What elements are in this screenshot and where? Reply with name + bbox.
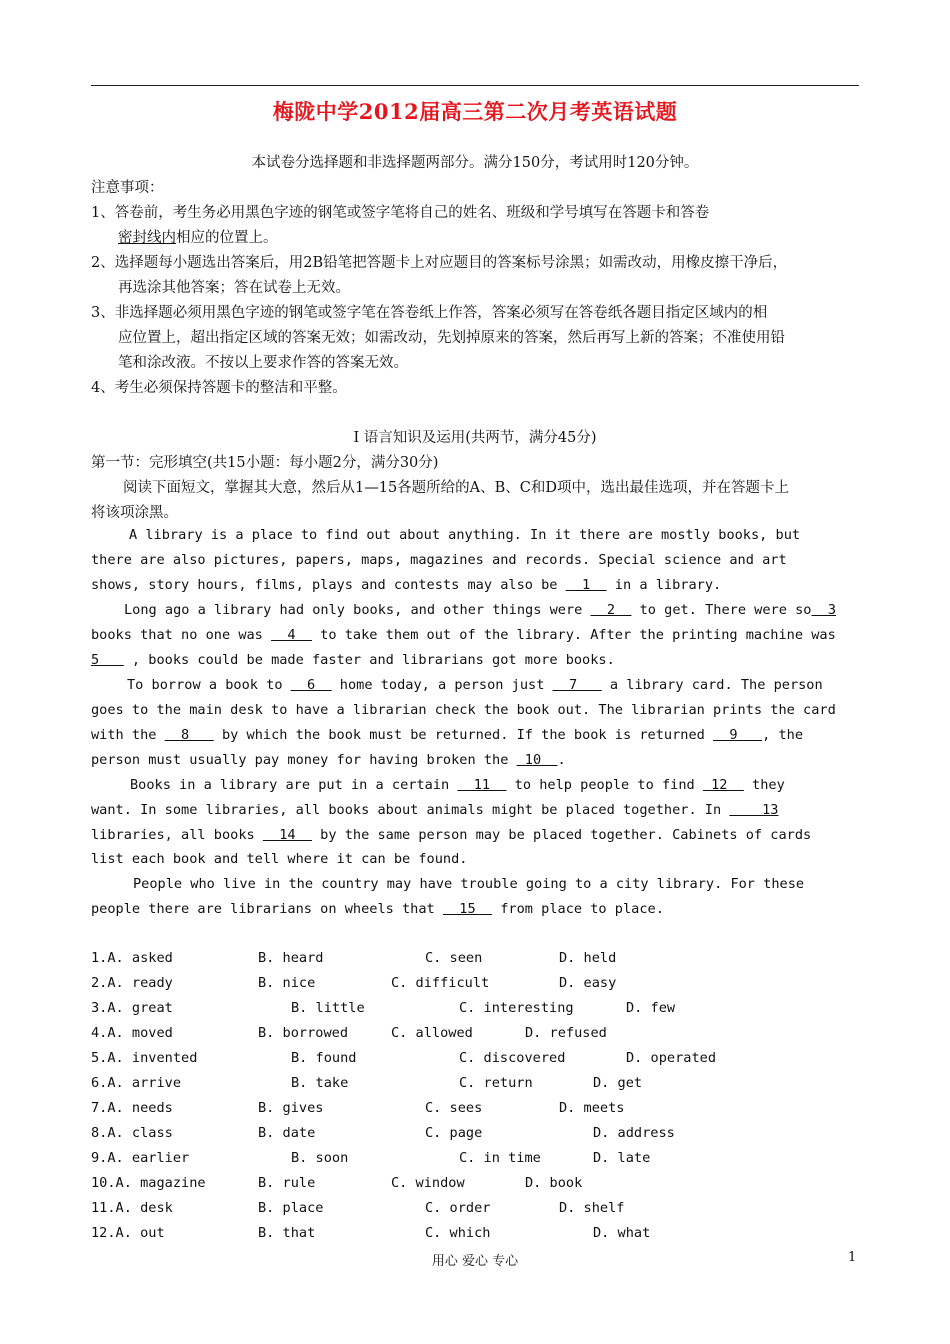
option-1-n: 1.A. asked (91, 950, 173, 966)
part1-title: 第一节：完形填空(共15小题：每小题2分，满分30分) (91, 455, 439, 471)
option-9-d: D. late (593, 1150, 651, 1166)
blank-12: 12 (702, 777, 744, 793)
option-8-c: C. page (425, 1125, 483, 1141)
blank-5: 5 (91, 652, 124, 668)
option-6-n: 6.A. arrive (91, 1075, 182, 1091)
header-rule (91, 85, 859, 86)
option-10-b: B. rule (258, 1175, 316, 1191)
option-8-n: 8.A. class (91, 1125, 173, 1141)
option-1-b: B. heard (258, 950, 324, 966)
blank-4: 4 (271, 627, 312, 643)
blank-15: 15 (442, 901, 493, 917)
text-segment: , the (762, 727, 804, 743)
note-2: 2、选择题每小题选出答案后，用2B铅笔把答题卡上对应题目的答案标号涂黑；如需改动，用橡皮擦干净后， (91, 255, 788, 271)
option-11-b: B. place (258, 1200, 324, 1216)
text-segment: they (743, 777, 785, 793)
text-segment: libraries, all books (91, 827, 263, 843)
text-segment: people there are librarians on wheels that (91, 901, 443, 917)
option-2-n: 2.A. ready (91, 975, 173, 991)
option-9-c: C. in time (459, 1150, 541, 1166)
option-12-c: C. which (425, 1225, 491, 1241)
notes-heading: 注意事项： (91, 180, 164, 196)
note-4: 4、考生必须保持答题卡的整洁和平整。 (91, 380, 347, 396)
option-3-d: D. few (626, 1000, 676, 1016)
passage-line-2: there are also pictures, papers, maps, magazines and records. Special science and art (91, 552, 787, 568)
option-11-n: 11.A. desk (91, 1200, 173, 1216)
option-7-d: D. meets (559, 1100, 625, 1116)
blank-6: 6 (290, 677, 332, 693)
text-segment: by which the book must be returned. If the book is returned (213, 727, 714, 743)
option-3-c: C. interesting (459, 1000, 574, 1016)
exam-intro: 本试卷分选择题和非选择题两部分。满分150分，考试用时120分钟。 (251, 155, 699, 171)
passage-line-15: People who live in the country may have trouble going to a city library. For these (133, 876, 805, 892)
text-segment: to help people to find (506, 777, 703, 793)
text-segment: Long ago a library had only books, and other things were (124, 602, 591, 618)
passage-line-3 (91, 577, 721, 593)
option-12-n: 12.A. out (91, 1225, 165, 1241)
blank-14: 14 (262, 827, 312, 843)
passage-line-14: list each book and tell where it can be found. (91, 851, 468, 867)
option-1-d: D. held (559, 950, 617, 966)
note-1-tail: 相应的位置上。 (176, 230, 278, 246)
text-segment: from place to place. (492, 901, 664, 917)
option-4-b: B. borrowed (258, 1025, 349, 1041)
option-12-b: B. that (258, 1225, 316, 1241)
text-segment: a library card. The person (601, 677, 823, 693)
blank-10: 10 (516, 752, 558, 768)
passage-line-4 (124, 602, 836, 618)
note-3: 3、非选择题必须用黑色字迹的钢笔或签字笔在答卷纸上作答，答案必须写在答卷纸各题目指定区域内的相 (91, 305, 768, 321)
option-8-b: B. date (258, 1125, 316, 1141)
blank-8: 8 (164, 727, 214, 743)
instructions-line-1: 阅读下面短文，掌握其大意，然后从1—15各题所给的A、B、C和D项中，选出最佳选项，并在答题卡上 (123, 480, 790, 496)
section-title: I 语言知识及运用(共两节，满分45分) (353, 430, 597, 446)
option-2-d: D. easy (559, 975, 617, 991)
option-10-d: D. book (525, 1175, 583, 1191)
option-11-d: D. shelf (559, 1200, 625, 1216)
note-3-cont-1: 应位置上，超出指定区域的答案无效；如需改动，先划掉原来的答案，然后再写上新的答案；不准使用铅 (118, 330, 785, 346)
note-1: 1、答卷前，考生务必用黑色字迹的钢笔或签字笔将自己的姓名、班级和学号填写在答题卡和答卷 (91, 205, 710, 221)
page-footer: 用心 爱心 专心 (431, 1254, 519, 1269)
text-segment: person must usually pay money for having broken the (91, 752, 517, 768)
blank-7: 7 (552, 677, 602, 693)
text-segment: to get. There were so (631, 602, 812, 618)
option-3-n: 3.A. great (91, 1000, 173, 1016)
option-1-c: C. seen (425, 950, 483, 966)
option-7-c: C. sees (425, 1100, 483, 1116)
option-5-c: C. discovered (459, 1050, 566, 1066)
note-1-underlined: 密封线内 (118, 230, 176, 246)
option-10-c: C. window (391, 1175, 465, 1191)
option-4-d: D. refused (525, 1025, 607, 1041)
passage-line-7 (127, 677, 823, 693)
passage-line-5 (91, 627, 836, 643)
passage-line-1: A library is a place to find out about anything. In it there are mostly books, but (129, 527, 801, 543)
note-2-cont: 再选涂其他答案；答在试卷上无效。 (118, 280, 350, 296)
text-segment: by the same person may be placed together. Cabinets of cards (311, 827, 812, 843)
option-6-d: D. get (593, 1075, 643, 1091)
passage-line-6 (91, 652, 615, 668)
blank-9: 9 (713, 727, 763, 743)
text-segment: in a library. (606, 577, 722, 593)
option-2-b: B. nice (258, 975, 316, 991)
page-number: 1 (848, 1250, 857, 1265)
text-segment: books that no one was (91, 627, 272, 643)
passage-line-16 (91, 901, 664, 917)
option-10-n: 10.A. magazine (91, 1175, 206, 1191)
option-9-n: 9.A. earlier (91, 1150, 190, 1166)
option-6-b: B. take (291, 1075, 349, 1091)
text-segment: home today, a person just (331, 677, 553, 693)
option-2-c: C. difficult (391, 975, 490, 991)
option-4-n: 4.A. moved (91, 1025, 173, 1041)
option-11-c: C. order (425, 1200, 491, 1216)
option-9-b: B. soon (291, 1150, 349, 1166)
text-segment: with the (91, 727, 165, 743)
note-1-cont (118, 226, 888, 247)
blank-2: 2 (590, 602, 632, 618)
option-4-c: C. allowed (391, 1025, 473, 1041)
text-segment: . (557, 752, 566, 768)
text-segment: , books could be made faster and librarians got more books. (123, 652, 615, 668)
text-segment: shows, story hours, films, plays and contests may also be (91, 577, 566, 593)
passage-line-8: goes to the main desk to have a librarian check the book out. The librarian prints the card (91, 702, 836, 718)
text-segment: to take them out of the library. After the printing machine was (311, 627, 836, 643)
option-6-c: C. return (459, 1075, 533, 1091)
passage-line-9 (91, 727, 803, 743)
instructions-line-2: 将该项涂黑。 (91, 505, 178, 521)
text-segment: want. In some libraries, all books about animals might be placed together. In (91, 802, 730, 818)
option-3-b: B. little (291, 1000, 365, 1016)
option-7-b: B. gives (258, 1100, 324, 1116)
blank-11: 11 (457, 777, 507, 793)
blank-13: 13 (729, 802, 779, 818)
note-3-cont-2: 笔和涂改液。不按以上要求作答的答案无效。 (118, 355, 408, 371)
blank-3: 3 (811, 602, 837, 618)
option-5-b: B. found (291, 1050, 357, 1066)
option-8-d: D. address (593, 1125, 675, 1141)
option-12-d: D. what (593, 1225, 651, 1241)
blank-1: 1 (565, 577, 607, 593)
passage-line-13 (91, 827, 811, 843)
option-5-d: D. operated (626, 1050, 717, 1066)
text-segment: To borrow a book to (127, 677, 291, 693)
passage-line-11 (130, 777, 785, 793)
option-5-n: 5.A. invented (91, 1050, 198, 1066)
page-title: 梅陇中学2012届高三第二次月考英语试题 (272, 99, 678, 124)
passage-line-10 (91, 752, 566, 768)
option-7-n: 7.A. needs (91, 1100, 173, 1116)
text-segment: Books in a library are put in a certain (130, 777, 458, 793)
passage-line-12 (91, 802, 778, 818)
